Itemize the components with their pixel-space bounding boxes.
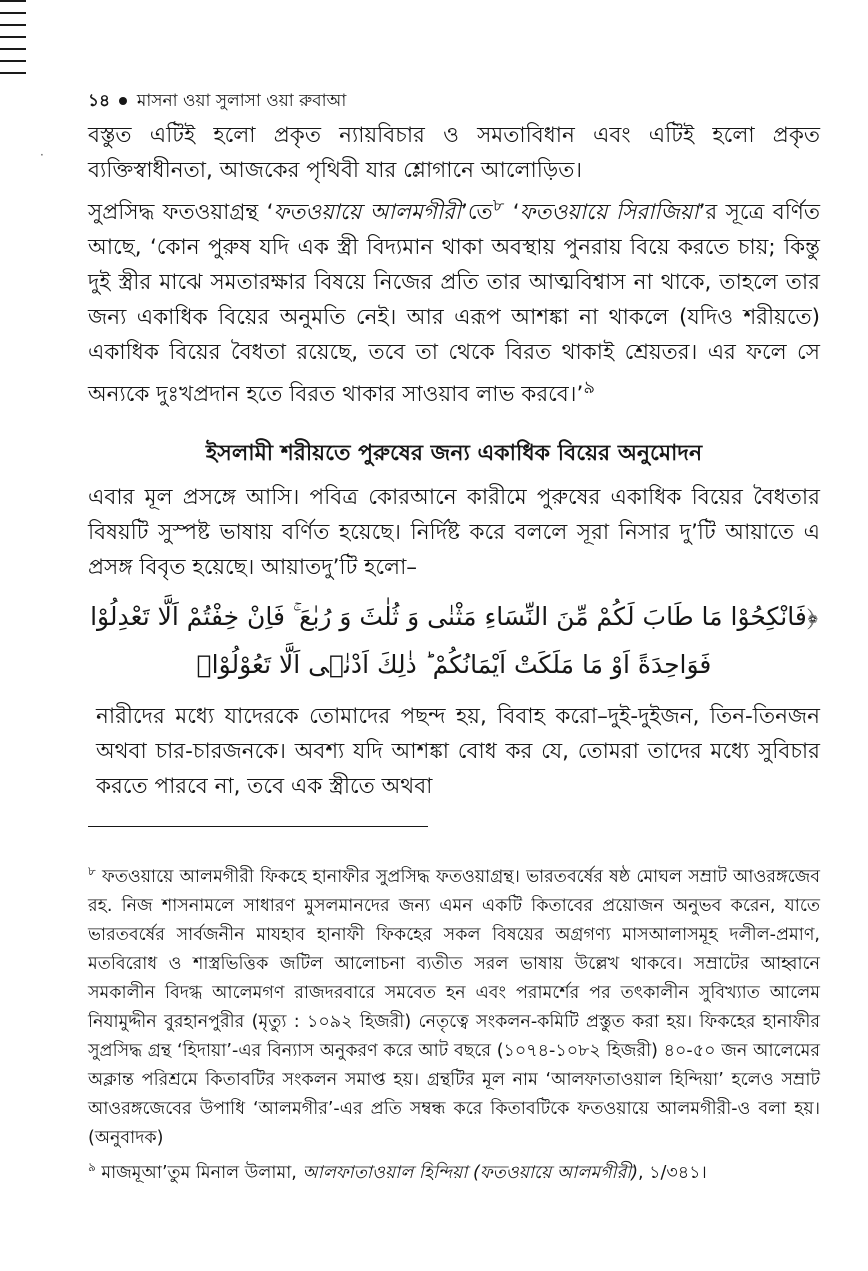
book-name-sirajiya: ফতওয়ায়ে সিরাজিয়া	[519, 200, 699, 226]
text-run: সুপ্রসিদ্ধ ফতওয়াগ্রন্থ ‘	[88, 200, 274, 226]
footnote-ref-8[interactable]: ৮	[492, 195, 505, 216]
text-run: ‘	[504, 200, 520, 226]
footnote-number: ৮	[88, 864, 96, 879]
footnote-text: , ১/৩৪১।	[638, 1162, 707, 1183]
arabic-verse-line-1: ﴿فَانْكِحُوْا مَا طَابَ لَكُمْ مِّنَ النِّسَاءِ مَثْنٰى وَ ثُلٰثَ وَ رُبٰعَ ۚ فَاِنْ خِفْتُمْ اَلَّا تَعْدِلُوْا	[90, 602, 818, 632]
arabic-verse	[88, 593, 820, 689]
footnote-divider	[88, 826, 428, 827]
page	[88, 90, 820, 1188]
scan-mark: ·	[40, 148, 44, 162]
section-heading: ইসলামী শরীয়তে পুরুষের জন্য একাধিক বিয়ের অনুমোদন	[205, 441, 703, 467]
footnote-text: মাজমূআ’তুম মিনাল উলামা,	[95, 1162, 303, 1183]
paragraph-intro: বস্তুত এটিই হলো প্রকৃত ন্যায়বিচার ও সমতাবিধান এবং এটিই হলো প্রকৃত ব্যক্তিস্বাধীনতা, আজকের পৃথিবী যার শ্লোগানে আলোড়িত।	[88, 123, 820, 183]
text-run: ’র সূত্রে বর্ণিত আছে, ‘কোন পুরুষ যদি এক স্ত্রী বিদ্যমান থাকা অবস্থায় পুনরায় বিয়ে করতে চায়; কিন্তু দুই স্ত্রীর মাঝে সমতারক্ষার বিষয়ে নিজের প্রতি তার আত্মবিশ্বাস না থাকে, তাহলে তার জন্য একাধিক বিয়ের অনুমতি নেই। আর এরূপ আশঙ্কা না থাকলে (যদিও শরীয়তে) একাধিক বিয়ের বৈধতা রয়েছে, তবে তা থেকে বিরত থাকাই শ্রেয়তর। এর ফলে সে অন্যকে দুঃখপ্রদান হতে বিরত থাকার সাওয়াব লাভ করবে।’	[88, 200, 820, 408]
binding-edge-lines	[0, 0, 26, 84]
page-number: ১৪	[88, 91, 111, 111]
footnote-8	[88, 857, 820, 1153]
running-header	[88, 90, 820, 112]
book-title: মাসনা ওয়া সুলাসা ওয়া রুবাআ	[136, 91, 347, 111]
bullet-separator-icon	[119, 97, 127, 105]
arabic-verse-line-2: فَوَاحِدَةً اَوْ مَا مَلَكَتْ اَيْمَانُكُمْ ؕ ذٰلِكَ اَدْنٰۤى اَلَّا تَعُوْلُوْا﴾	[196, 650, 712, 680]
verse-translation: নারীদের মধ্যে যাদেরকে তোমাদের পছন্দ হয়, বিবাহ করো–দুই-দুইজন, তিন-তিনজন অথবা চার-চারজনকে। অবশ্য যদি আশঙ্কা বোধ কর যে, তোমরা তাদের মধ্যে সুবিচার করতে পারবে না, তবে এক স্ত্রীতে অথবা	[96, 704, 820, 800]
footnote-number: ৯	[88, 1160, 96, 1175]
book-name-alamgiri: ফতওয়ায়ে আলমগীরী	[273, 200, 461, 226]
footnote-text: ফতওয়ায়ে আলমগীরী ফিকহে হানাফীর সুপ্রসিদ্ধ ফতওয়াগ্রন্থ। ভারতবর্ষের ষষ্ঠ মোঘল সম্রাট আওরঙ্গজেব রহ. নিজ শাসনামলে সাধারণ মুসলমানদের জন্য এমন একটি কিতাবের প্রয়োজন অনুভব করেন, যাতে ভারতবর্ষের সার্বজনীন মাযহাব হানাফী ফিকহের সকল বিষয়ের অগ্রগণ্য মাসআলাসমূহ দলীল-প্রমাণ, মতবিরোধ ও শাস্ত্রভিত্তিক জটিল আলোচনা ব্যতীত সরল ভাষায় উল্লেখ থাকবে। সম্রাটের আহ্বানে সমকালীন বিদগ্ধ আলেমগণ রাজদরবারে সমবেত হন এবং পরামর্শের পর তৎকালীন সুবিখ্যাত আলেম নিযামুদ্দীন বুরহানপুরীর (মৃত্যু : ১০৯২ হিজরী) নেতৃত্বে সংকলন-কমিটি প্রস্তুত করা হয়। ফিকহের হানাফীর সুপ্রসিদ্ধ গ্রন্থ ‘হিদায়া’-এর বিন্যাস অনুকরণ করে আট বছরে (১০৭৪-১০৮২ হিজরী) ৪০-৫০ জন আলেমের অক্লান্ত পরিশ্রমে কিতাবটির সংকলন সমাপ্ত হয়। গ্রন্থটির মূল নাম ‘আলফাতাওয়াল হিন্দিয়া’ হলেও সম্রাট আওরঙ্গজেবের উপাধি ‘আলমগীর’-এর প্রতি সম্বন্ধ করে কিতাবটিকে ফতওয়ায়ে আলমগীরী-ও বলা হয়। (অনুবাদক)	[88, 867, 820, 1149]
paragraph-fatwa	[88, 188, 820, 412]
section-intro: এবার মূল প্রসঙ্গে আসি। পবিত্র কোরআনে কারীমে পুরুষের একাধিক বিয়ের বৈধতার বিষয়টি সুস্পষ্ট ভাষায় বর্ণিত হয়েছে। নির্দিষ্ট করে বললে সূরা নিসার দু’টি আয়াতে এ প্রসঙ্গ বিবৃত হয়েছে। আয়াতদু’টি হলো–	[88, 485, 820, 581]
footnote-book-title: আলফাতাওয়াল হিন্দিয়া (ফতওয়ায়ে আলমগীরী)	[302, 1162, 639, 1183]
footnote-ref-9[interactable]: ৯	[583, 377, 595, 399]
text-run: ’তে	[461, 200, 493, 226]
footnote-9	[88, 1153, 820, 1188]
